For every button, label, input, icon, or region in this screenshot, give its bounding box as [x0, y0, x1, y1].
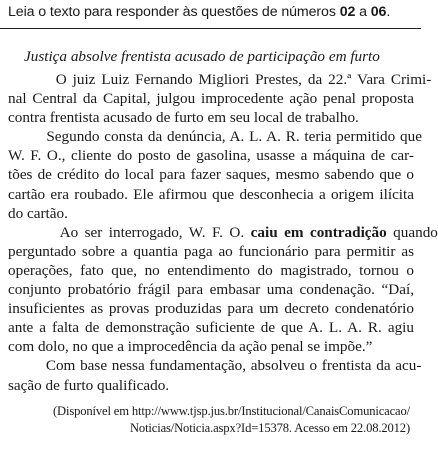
- text-line: [8, 223, 438, 242]
- text-line: [8, 242, 414, 261]
- text-line: [8, 318, 414, 337]
- line-text: contra frentista acusado de furto em seu local de trabalho.: [8, 109, 359, 127]
- source-line-2: Noticias/Noticia.aspx?Id=15378. Acesso em 22.08.2012): [129, 421, 410, 435]
- text-line: [8, 127, 422, 146]
- text-line: [8, 89, 414, 108]
- question-number-end: 06: [370, 4, 387, 20]
- line-text: do cartão.: [8, 204, 68, 222]
- article-body: [8, 70, 438, 395]
- line-text: insuficientes as provas produzidas para um decreto condenatório: [8, 300, 414, 318]
- line-text: com dolo, no que a improcedência da ação penal se impõe.”: [8, 338, 373, 356]
- text-line: [8, 337, 414, 356]
- line-text: tões de crédito do local para fazer saques, mesmo sabendo que o: [8, 166, 414, 184]
- text-line: [8, 356, 422, 375]
- line-text: quando: [386, 223, 438, 241]
- line-text: ante a falta de demonstração suficiente de que A. L. A. R. agiu: [8, 319, 414, 337]
- source-line-1: (Disponível em http://www.tjsp.jus.br/Institucional/CanaisComunicacao/: [52, 404, 410, 418]
- instruction-period: .: [386, 4, 391, 20]
- text-line: [8, 376, 414, 395]
- text-line: [8, 185, 414, 204]
- text-line: [8, 108, 414, 127]
- line-text: W. F. O., cliente do posto de gasolina, usasse a máquina de car-: [8, 147, 414, 165]
- instruction-text: Leia o texto para responder às questões de números: [8, 4, 340, 20]
- line-text: perguntado sobre a quantia paga ao funcionário para permitir as: [8, 242, 414, 260]
- text-line: [8, 165, 414, 184]
- question-instruction: [8, 4, 390, 20]
- line-text: cartão era roubado. Ele afirmou que desconhecia a origem ilícita: [8, 185, 414, 203]
- article-title: Justiça absolve frentista acusado de participação em furto: [24, 48, 380, 65]
- line-text: operações, fato que, no entendimento do magistrado, tornou o: [8, 261, 414, 279]
- line-text: conjunto probatório frágil para embasar uma condenação. “Daí,: [8, 281, 414, 299]
- text-line: [8, 299, 414, 318]
- text-line: [8, 261, 414, 280]
- line-text: Segundo consta da denúncia, A. L. A. R. teria permitido que: [8, 128, 422, 146]
- line-text: nal Central da Capital, julgou improcedente ação penal proposta: [8, 90, 414, 108]
- text-line: [8, 280, 414, 299]
- emphasis-text: caiu em contradição: [250, 223, 387, 241]
- source-citation: [30, 403, 410, 437]
- line-text: sação de furto qualificado.: [8, 376, 170, 394]
- text-line: [8, 146, 414, 165]
- question-number-start: 02: [339, 4, 356, 20]
- text-line: [8, 70, 432, 89]
- line-text: Com base nessa fundamentação, absolveu o frentista da acu-: [8, 357, 422, 375]
- instruction-connector: a: [355, 4, 371, 20]
- line-text: Ao ser interrogado, W. F. O.: [8, 223, 251, 241]
- text-line: [8, 204, 414, 223]
- line-text: O juiz Luiz Fernando Migliori Prestes, da 22.ª Vara Crimi-: [8, 71, 432, 88]
- divider-line: [0, 28, 421, 29]
